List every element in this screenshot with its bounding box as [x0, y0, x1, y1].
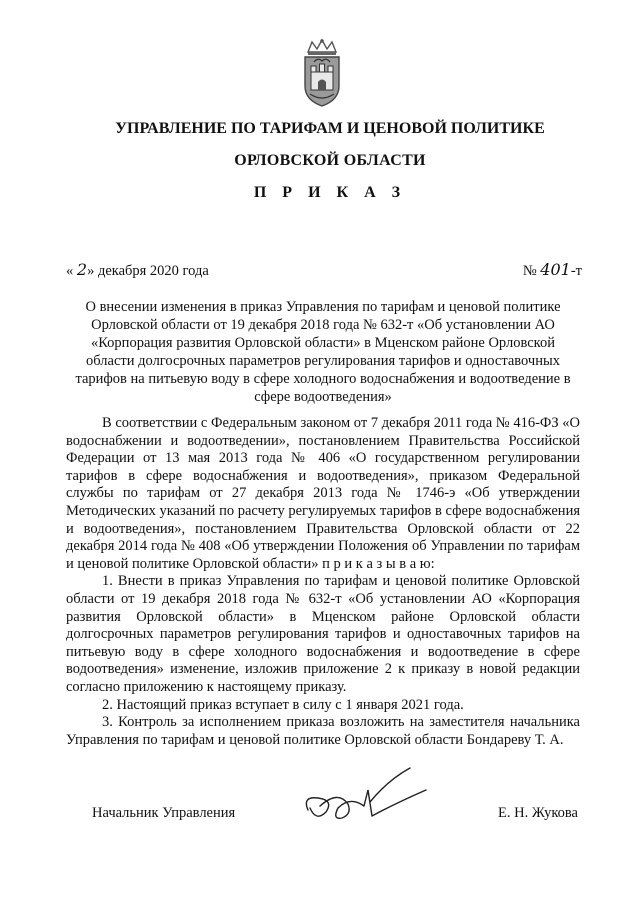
signatory-name: Е. Н. Жукова [497, 805, 578, 821]
orders-word: п р и к а з ы в а ю: [318, 555, 435, 572]
handwritten-signature [298, 760, 438, 835]
order-subject: О внесении изменения в приказ Управления по тарифам и ценовой политике Орловской области от 19 декабря 2018 года № 632-т «Об установлении АО «Корпорация развития Орловской области» в Мценском районе Орловской области долгосрочных параметров регулирования тарифов и одноставочных тарифов на питьевую воду в сфере холодного водоснабжения и водоотведение в сфере водоотведения» [75, 299, 571, 405]
region-name: ОРЛОВСКОЙ ОБЛАСТИ [234, 152, 426, 169]
handwritten-day: 2 [76, 260, 88, 279]
signatory-position: Начальник Управления [92, 805, 236, 821]
order-body [66, 415, 580, 749]
order-item-3: 3. Контроль за исполнением приказа возложить на заместителя начальника Управления по тарифам и ценовой политике Орловской области Бондареву Т. А. [66, 714, 580, 748]
order-number: № 401-т [522, 260, 582, 279]
order-item-1: 1. Внести в приказ Управления по тарифам и ценовой политике Орловской области от 19 декабря 2018 года № 632-т «Об установлении АО «Корпорация развития Орловской области» в Мценском районе Орловской области долгосрочных параметров регулирования тарифов и одноставочных тарифов на питьевую воду в сфере холодного водоснабжения и водоотведение в сфере водоотведения» изменение, изложив приложение 2 к приказу в новой редакции согласно приложению к настоящему приказу. [66, 573, 580, 695]
order-date: « 2» декабря 2020 года [66, 260, 209, 279]
order-item-2: 2. Настоящий приказ вступает в силу с 1 января 2021 года. [102, 696, 464, 713]
preamble-paragraph: В соответствии с Федеральным законом от 7 декабря 2011 года № 416-ФЗ «О водоснабжении и водоотведении», постановлением Правительства Российской Федерации от 13 мая 2013 года № 406 «О государственном регулировании тарифов в сфере водоснабжения и водоотведения», приказом Федеральной службы по тарифам от 27 декабря 2013 года № 1746-э «Об утверждении Методических указаний по расчету регулируемых тарифов в сфере водоснабжения и водоотведения», постановлением Правительства Орловской области от 22 декабря 2014 года № 408 «Об утверждении Положения об Управлении по тарифам и ценовой политике Орловской области» п р и к а з ы в а ю: [66, 415, 580, 572]
handwritten-number: 401 [540, 260, 571, 279]
agency-name: УПРАВЛЕНИЕ ПО ТАРИФАМ И ЦЕНОВОЙ ПОЛИТИКЕ [115, 120, 545, 137]
coat-of-arms-icon [296, 38, 348, 108]
document-type: П Р И К А З [253, 184, 407, 201]
